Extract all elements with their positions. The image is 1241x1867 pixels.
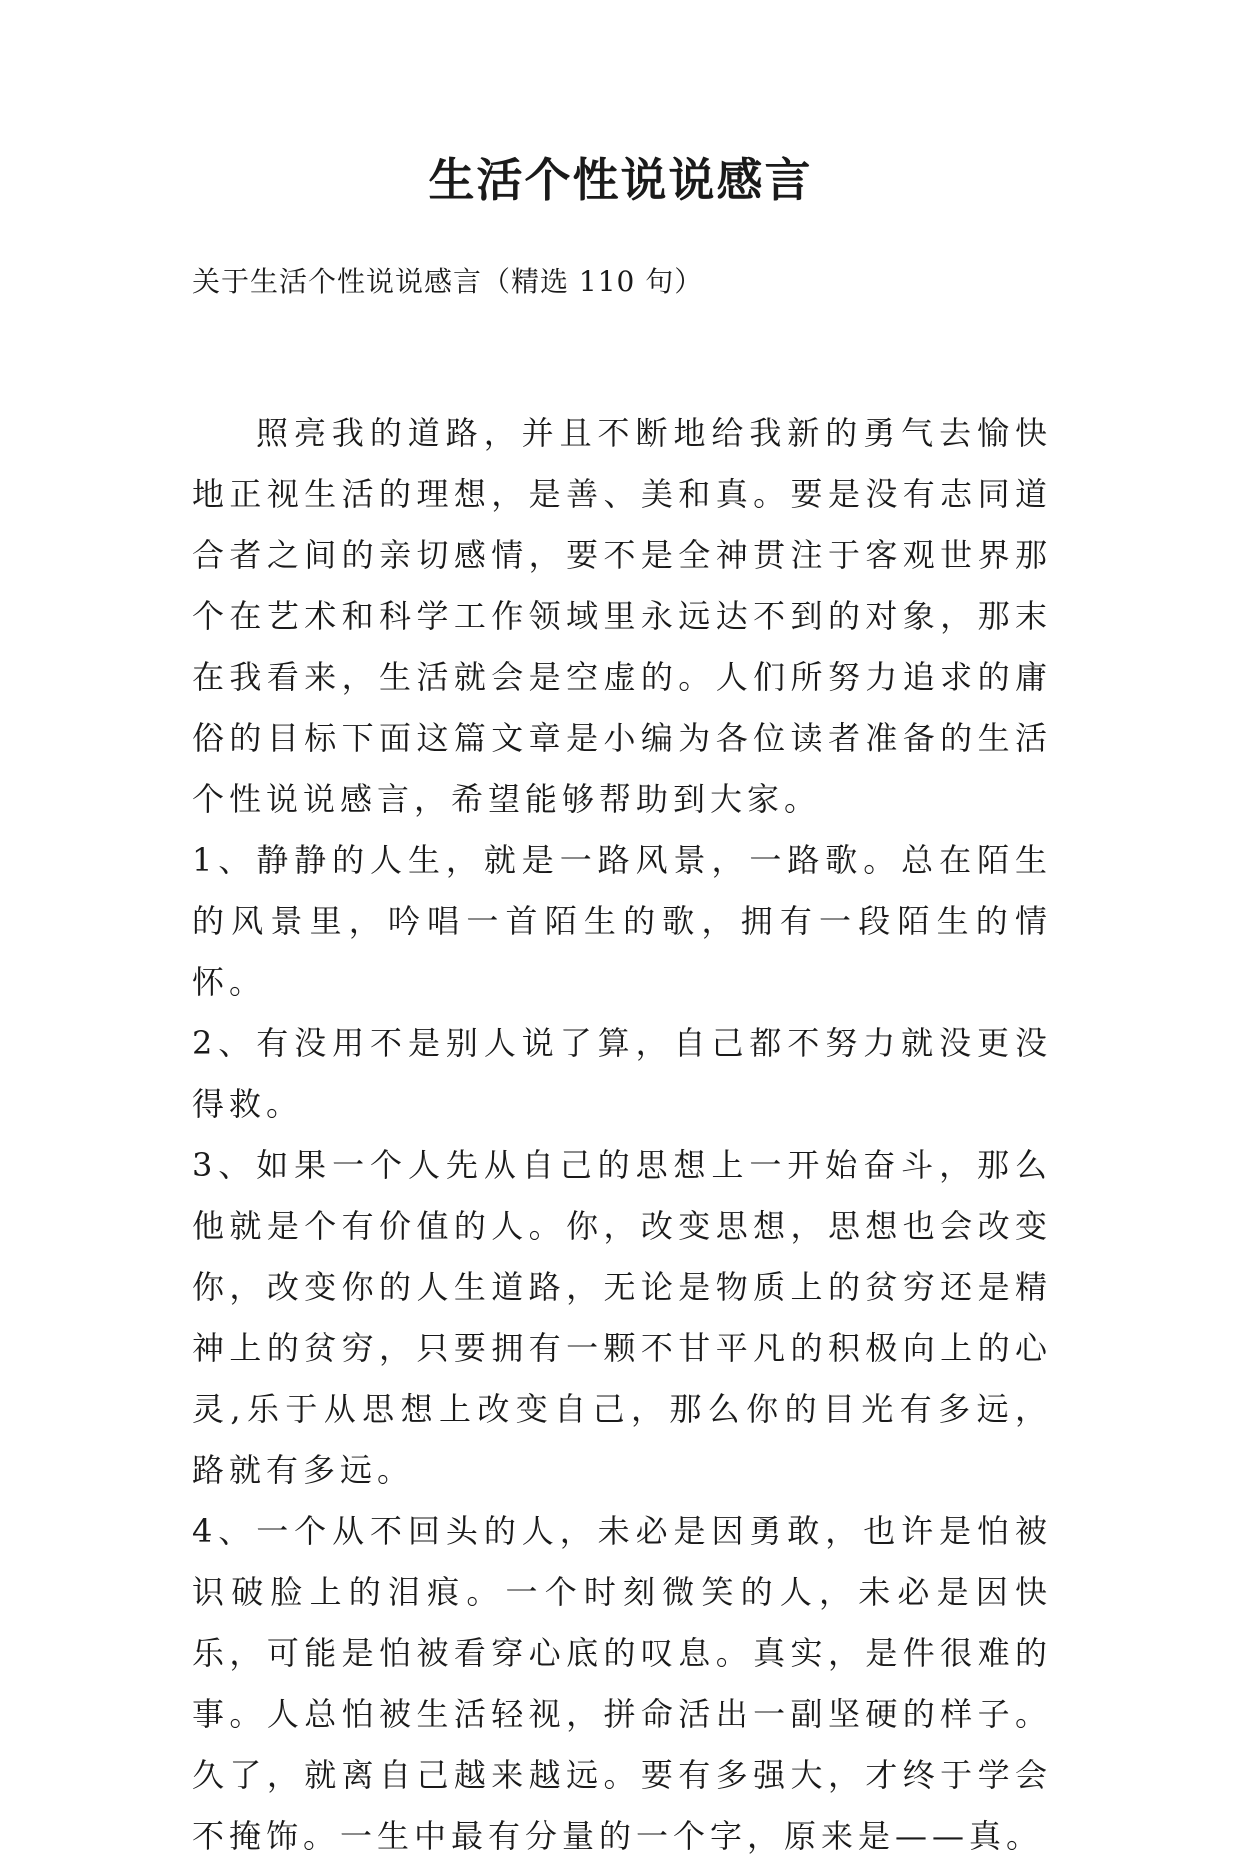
- document-subtitle: 关于生活个性说说感言（精选 110 句）: [192, 265, 704, 298]
- document-title: 生活个性说说感言: [428, 153, 813, 207]
- list-item: 1、静静的人生，就是一路风景，一路歌。总在陌生的风景里，吟唱一首陌生的歌，拥有一段陌生的情怀。: [192, 841, 1052, 1001]
- intro-paragraph: 照亮我的道路，并且不断地给我新的勇气去愉快地正视生活的理想，是善、美和真。要是没有志同道合者之间的亲切感情，要不是全神贯注于客观世界那个在艺术和科学工作领域里永远达不到的对象，那末在我看来，生活就会是空虚的。人们所努力追求的庸俗的目标下面这篇文章是小编为各位读者准备的生活个性说说感言，希望能够帮助到大家。: [192, 414, 1052, 818]
- list-item: 2、有没用不是别人说了算，自己都不努力就没更没得救。: [192, 1024, 1052, 1123]
- document-body: [192, 403, 1052, 1867]
- list-item: 3、如果一个人先从自己的思想上一开始奋斗，那么他就是个有价值的人。你，改变思想，思想也会改变你，改变你的人生道路，无论是物质上的贫穷还是精神上的贫穷，只要拥有一颗不甘平凡的积极向上的心灵,乐于从思想上改变自己，那么你的目光有多远，路就有多远。: [192, 1146, 1052, 1489]
- list-item: 4、一个从不回头的人，未必是因勇敢，也许是怕被识破脸上的泪痕。一个时刻微笑的人，未必是因快乐，可能是怕被看穿心底的叹息。真实，是件很难的事。人总怕被生活轻视，拼命活出一副坚硬的样子。久了，就离自己越来越远。要有多强大，才终于学会不掩饰。一生中最有分量的一个字，原来是——真。: [192, 1512, 1052, 1855]
